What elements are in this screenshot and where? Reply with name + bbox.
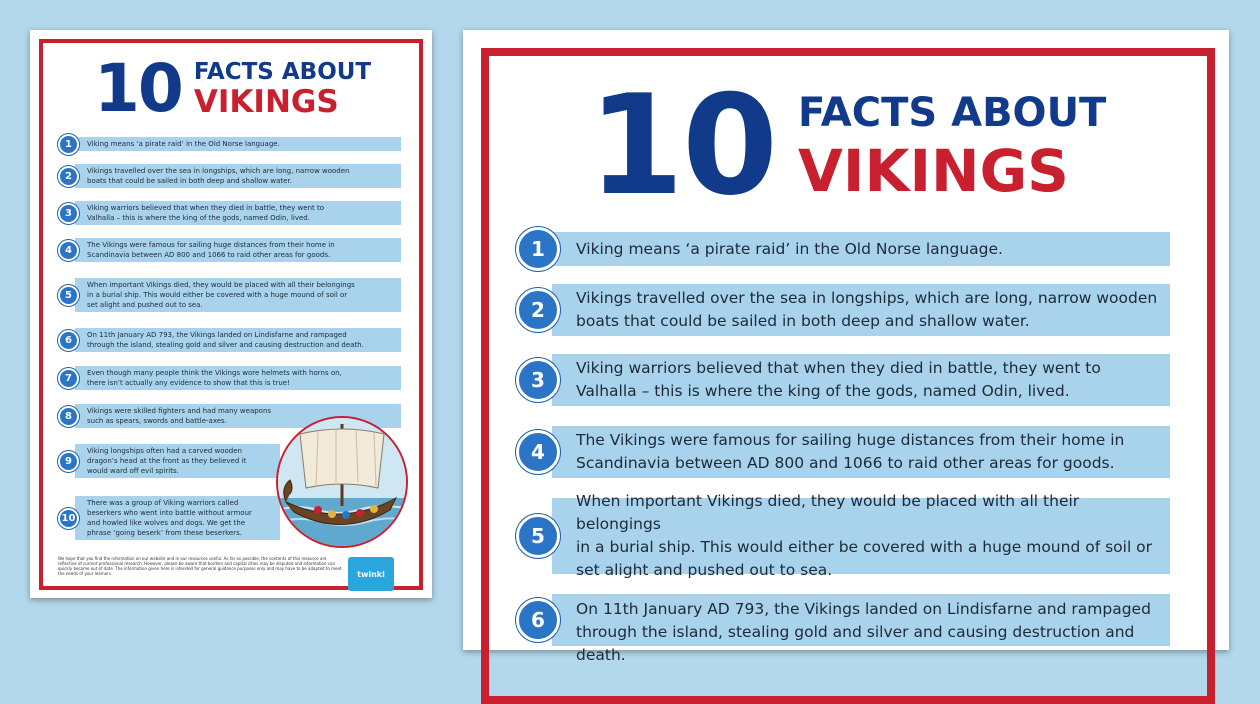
longship-icon xyxy=(278,418,406,546)
fact-text-line: Viking warriors believed that when they died in battle, they went to xyxy=(576,359,1101,377)
fact-5 xyxy=(58,275,401,315)
fact-band xyxy=(75,496,280,540)
fact-band xyxy=(75,238,401,262)
fact-text-line: set alight and pushed out to sea. xyxy=(576,561,833,579)
fact-text-line: When important Vikings died, they would be placed with all their belongings xyxy=(576,492,1080,533)
fact-number: 2 xyxy=(58,166,79,187)
fact-number: 6 xyxy=(516,598,560,642)
fact-text-line: there isn’t actually any evidence to show that this is true! xyxy=(87,379,290,387)
fact-text-line: The Vikings were famous for sailing huge distances from their home in xyxy=(576,431,1125,449)
fact-text: Viking means ‘a pirate raid’ in the Old Norse language. xyxy=(87,140,280,148)
fact-number: 6 xyxy=(58,330,79,351)
fact-6 xyxy=(516,594,1170,664)
fact-1 xyxy=(516,227,1170,271)
fact-4 xyxy=(58,236,401,264)
fact-band xyxy=(75,444,280,478)
fact-number: 2 xyxy=(516,288,560,332)
fact-text-line: beserkers who went into battle without armour xyxy=(87,509,252,517)
fact-text-line: Scandinavia between AD 800 and 1066 to raid other areas for goods. xyxy=(576,454,1115,472)
title-facts-about: FACTS ABOUT xyxy=(193,59,372,85)
fact-10 xyxy=(58,492,280,544)
fact-text-line: The Vikings were famous for sailing huge distances from their home in xyxy=(87,241,335,249)
fact-number: 1 xyxy=(516,227,560,271)
fact-band xyxy=(75,164,401,188)
fact-text-line: through the island, stealing gold and silver and causing destruction and death. xyxy=(576,623,1135,664)
fact-text-line: phrase ‘going beserk’ from these beserkers. xyxy=(87,529,242,537)
fact-text-line: Valhalla – this is where the king of the gods, named Odin, lived. xyxy=(576,382,1070,400)
fact-text-line: Viking warriors believed that when they died in battle, they went to xyxy=(87,204,325,212)
fact-3 xyxy=(516,354,1170,406)
fact-2 xyxy=(58,162,401,190)
fact-text-line: When important Vikings died, they would be placed with all their belongings xyxy=(87,281,355,289)
title-number: 10 xyxy=(94,50,182,127)
fact-band xyxy=(552,354,1170,406)
fact-band xyxy=(75,137,401,151)
fact-text-line: Valhalla – this is where the king of the gods, named Odin, lived. xyxy=(87,214,310,222)
fact-text-line: Scandinavia between AD 800 and 1066 to raid other areas for goods. xyxy=(87,251,331,259)
fact-text-line: dragon’s head at the front as they believed it xyxy=(87,457,247,465)
fact-band xyxy=(75,278,401,312)
fact-text-line: and howled like wolves and dogs. We get the xyxy=(87,519,246,527)
title-number: 10 xyxy=(588,65,777,226)
title-vikings: VIKINGS xyxy=(798,137,1069,205)
fact-text-line: in a burial ship. This would either be covered with a huge mound of soil or xyxy=(576,538,1153,556)
fact-number: 4 xyxy=(58,240,79,261)
fact-9 xyxy=(58,441,280,481)
fact-text-line: boats that could be sailed in both deep and shallow water. xyxy=(87,177,292,185)
fact-band xyxy=(552,426,1170,478)
fact-text-line: Vikings travelled over the sea in longships, which are long, narrow wooden xyxy=(576,289,1158,307)
fact-text-line: Vikings travelled over the sea in longships, which are long, narrow wooden xyxy=(87,167,350,175)
fact-5 xyxy=(516,492,1170,579)
fact-text-line: On 11th January AD 793, the Vikings landed on Lindisfarne and rampaged xyxy=(576,600,1151,618)
fact-number: 7 xyxy=(58,368,79,389)
small-poster-title xyxy=(94,50,372,127)
fact-4 xyxy=(516,426,1170,478)
fact-text-line: Viking longships often had a carved wooden xyxy=(87,447,242,455)
fact-text-line: There was a group of Viking warriors called xyxy=(87,499,239,507)
fact-text-line: would ward off evil spirits. xyxy=(87,467,179,475)
fact-2 xyxy=(516,284,1170,336)
fact-band xyxy=(75,366,401,390)
fact-text: Viking means ‘a pirate raid’ in the Old Norse language. xyxy=(576,239,1003,258)
fact-number: 3 xyxy=(516,358,560,402)
fact-band xyxy=(552,232,1170,266)
fact-band xyxy=(552,492,1170,579)
fact-1 xyxy=(58,134,401,154)
fact-number: 5 xyxy=(58,285,79,306)
disclaimer-text: We hope that you find the information on our website and in our resources useful. As far as possible, the contents of this resource are reflective of current professional research. However, please be aware that borders and capital cities may be disputed and information can quickly become out of date. The information given here is intended for general guidance purposes only and may have to be adapted to meet the needs of your learners. xyxy=(58,556,342,576)
fact-3 xyxy=(58,199,401,227)
fact-text-line: through the island, stealing gold and silver and causing destruction and death. xyxy=(87,341,364,349)
viking-longship-illustration xyxy=(276,416,408,548)
fact-text-line: Even though many people think the Vikings wore helmets with horns on, xyxy=(87,369,342,377)
fact-band xyxy=(552,594,1170,664)
fact-text-line: in a burial ship. This would either be covered with a huge mound of soil or xyxy=(87,291,348,299)
fact-text-line: set alight and pushed out to sea. xyxy=(87,301,203,309)
fact-number: 9 xyxy=(58,451,79,472)
fact-text-line: such as spears, swords and battle-axes. xyxy=(87,417,227,425)
fact-7 xyxy=(58,364,401,392)
fact-band xyxy=(75,201,401,225)
fact-band xyxy=(552,284,1170,336)
fact-text-line: Vikings were skilled fighters and had many weapons xyxy=(87,407,272,415)
fact-text-line: On 11th January AD 793, the Vikings landed on Lindisfarne and rampaged xyxy=(87,331,347,339)
title-vikings: VIKINGS xyxy=(193,84,339,120)
fact-number: 4 xyxy=(516,430,560,474)
title-facts-about: FACTS ABOUT xyxy=(798,90,1107,136)
fact-number: 10 xyxy=(58,508,79,529)
fact-number: 1 xyxy=(58,134,79,155)
twinkl-logo: twinkl xyxy=(348,557,394,591)
fact-6 xyxy=(58,326,401,354)
large-poster-title xyxy=(588,65,1107,226)
fact-text-line: boats that could be sailed in both deep and shallow water. xyxy=(576,312,1030,330)
fact-band xyxy=(75,328,401,352)
fact-number: 5 xyxy=(516,514,560,558)
fact-number: 3 xyxy=(58,203,79,224)
fact-number: 8 xyxy=(58,406,79,427)
